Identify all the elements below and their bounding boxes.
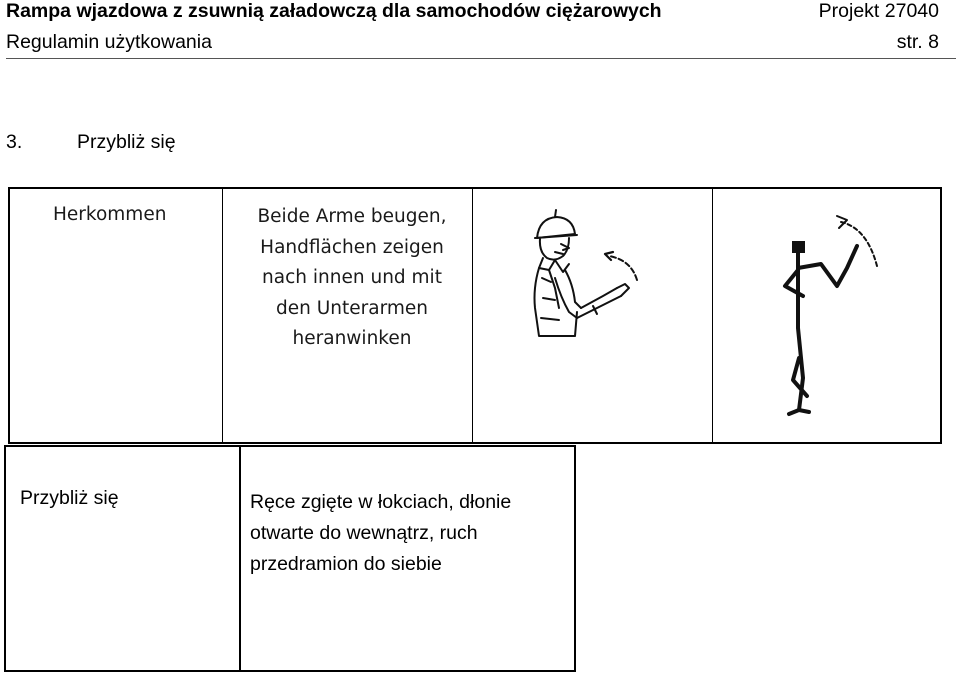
description-line: przedramion do siebie (250, 553, 442, 575)
document-subtitle: Regulamin użytkowania (6, 31, 212, 53)
project-number: Projekt 27040 (818, 0, 939, 22)
german-signal-description (236, 202, 468, 355)
table-divider (472, 189, 473, 442)
description-line: Beide Arme beugen, (257, 206, 447, 227)
german-signal-name: Herkommen (53, 204, 167, 225)
worker-gesture-illustration (525, 208, 650, 343)
description-line: heranwinken (292, 328, 412, 349)
table-divider (239, 447, 241, 670)
section-title: Przybliż się (77, 131, 176, 153)
document-title: Rampa wjazdowa z zsuwnią załadowczą dla samochodów ciężarowych (6, 0, 662, 22)
description-line: nach innen und mit (262, 267, 442, 288)
page-number: str. 8 (896, 31, 939, 53)
description-line: Handflächen zeigen (260, 236, 444, 258)
header-divider (6, 58, 956, 59)
table-divider (712, 189, 713, 442)
polish-signal-table (4, 445, 576, 672)
section-number: 3. (6, 131, 23, 153)
description-line: Ręce zgięte w łokciach, dłonie (250, 491, 512, 513)
stick-figure-illustration (775, 208, 890, 423)
table-divider (222, 189, 223, 442)
polish-signal-name: Przybliż się (20, 487, 119, 509)
polish-signal-description (250, 487, 511, 580)
description-line: otwarte do wewnątrz, ruch (250, 522, 478, 544)
description-line: den Unterarmen (276, 297, 428, 319)
